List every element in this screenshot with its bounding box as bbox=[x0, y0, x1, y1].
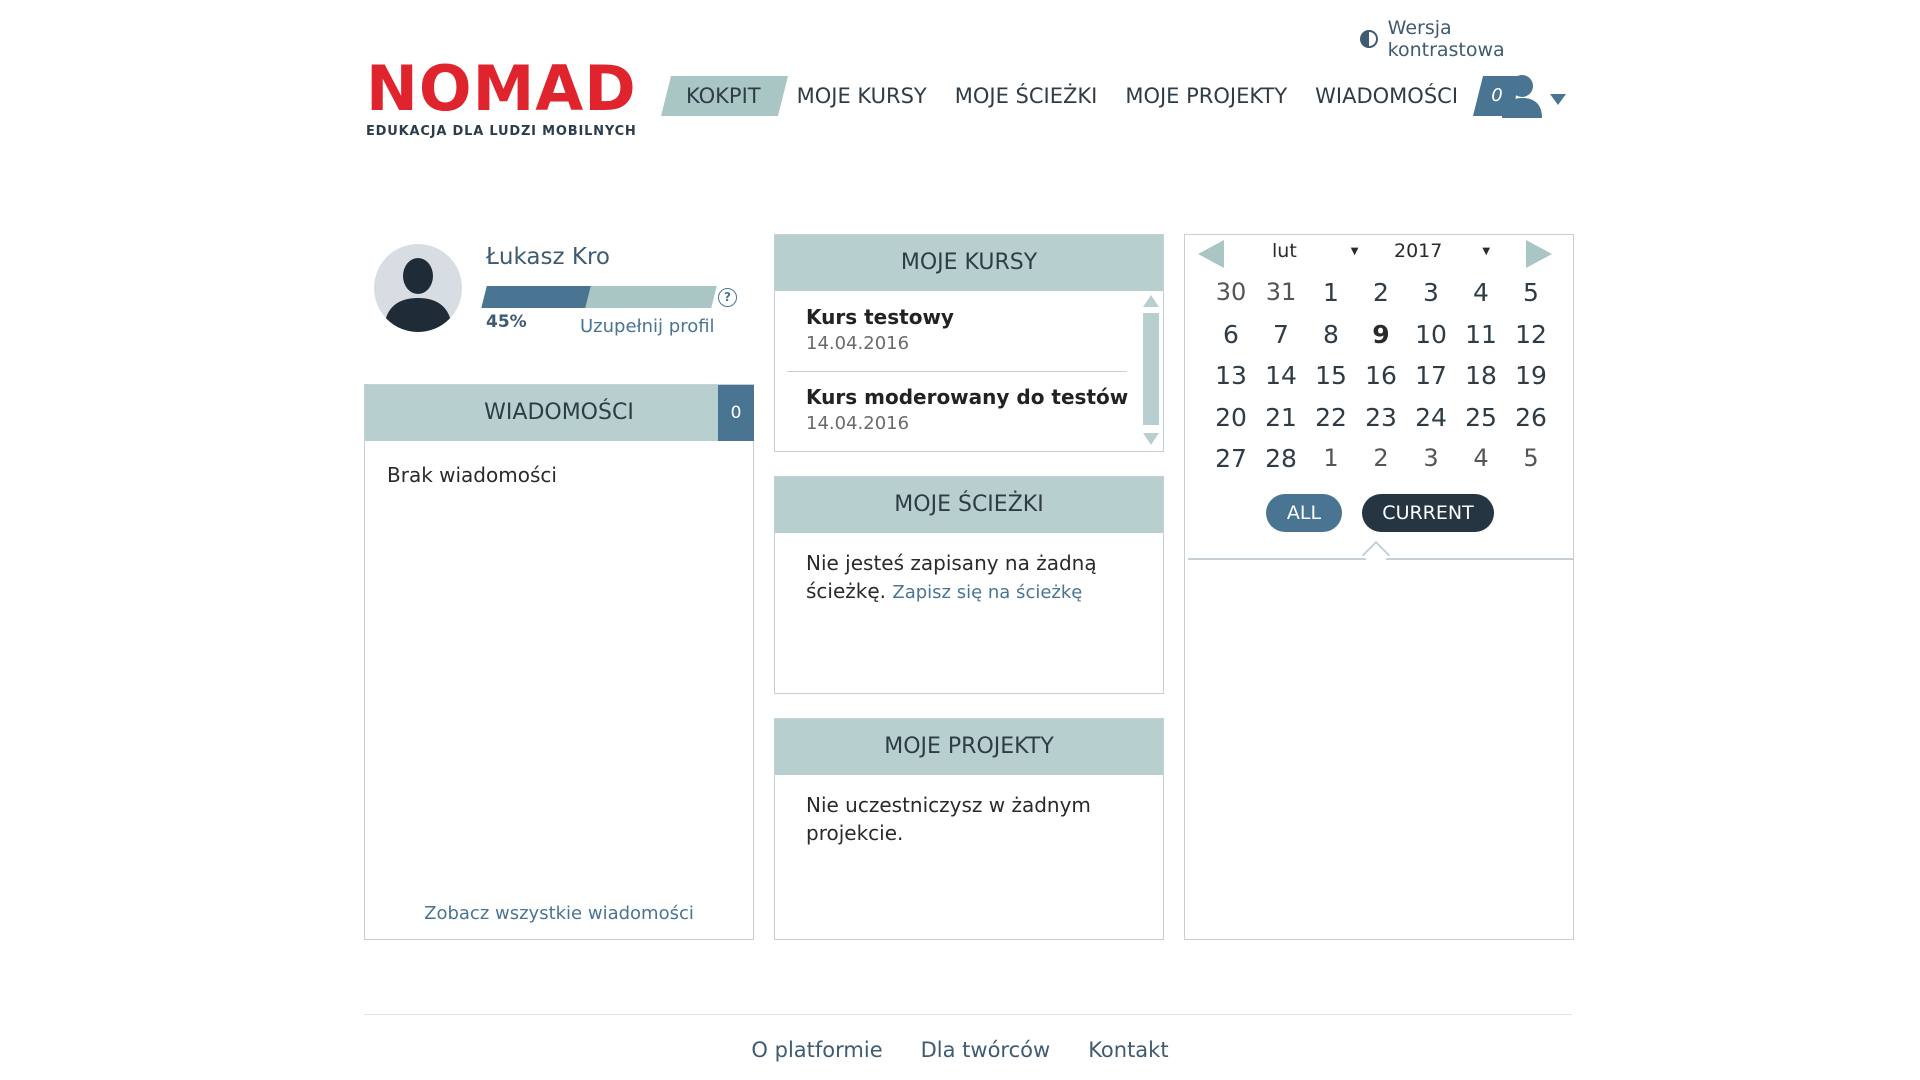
course-title: Kurs testowy bbox=[806, 305, 954, 329]
nav-item-moje-projekty[interactable]: MOJE PROJEKTY bbox=[1125, 84, 1288, 108]
contrast-toggle[interactable] bbox=[1360, 17, 1570, 61]
list-item[interactable] bbox=[806, 305, 1146, 354]
calendar-day[interactable]: 10 bbox=[1415, 319, 1447, 349]
calendar-day[interactable]: 19 bbox=[1515, 361, 1547, 390]
calendar-day[interactable]: 15 bbox=[1315, 361, 1347, 390]
year-select[interactable] bbox=[1394, 240, 1490, 262]
profile-progress-bar bbox=[484, 286, 714, 308]
footer-link-dla-tworcow[interactable]: Dla twórców bbox=[920, 1038, 1051, 1062]
calendar-day[interactable]: 6 bbox=[1223, 319, 1239, 349]
calendar-day[interactable]: 7 bbox=[1273, 319, 1289, 349]
course-date: 14.04.2016 bbox=[806, 413, 910, 434]
enroll-path-link[interactable]: Zapisz się na ścieżkę bbox=[892, 582, 1083, 603]
nav-item-kokpit[interactable]: KOKPIT bbox=[666, 74, 783, 118]
next-month-icon[interactable] bbox=[1526, 240, 1552, 268]
paths-panel bbox=[774, 476, 1164, 694]
calendar-day[interactable]: 26 bbox=[1515, 402, 1547, 432]
calendar-day[interactable]: 2 bbox=[1373, 278, 1389, 307]
chevron-down-icon: ▼ bbox=[1350, 245, 1359, 257]
month-value: lut bbox=[1272, 240, 1297, 262]
calendar-day[interactable]: 11 bbox=[1465, 319, 1497, 349]
footer-link-o-platformie[interactable]: O platformie bbox=[751, 1038, 883, 1062]
calendar-day[interactable]: 31 bbox=[1265, 278, 1297, 306]
calendar-day[interactable]: 5 bbox=[1523, 278, 1539, 307]
logo[interactable] bbox=[366, 52, 637, 139]
calendar-day[interactable]: 16 bbox=[1365, 361, 1397, 390]
courses-panel-header[interactable]: MOJE KURSY bbox=[775, 235, 1163, 291]
list-item[interactable] bbox=[806, 385, 1146, 434]
filter-current-button[interactable]: CURRENT bbox=[1362, 494, 1494, 532]
course-title: Kurs moderowany do testów bbox=[806, 385, 1129, 409]
course-divider bbox=[787, 371, 1127, 372]
calendar-day[interactable]: 12 bbox=[1515, 319, 1547, 349]
messages-panel-title: WIADOMOŚCI bbox=[484, 400, 634, 425]
profile-name[interactable]: Łukasz Kro bbox=[486, 244, 610, 270]
nav-item-moje-kursy[interactable]: MOJE KURSY bbox=[796, 84, 927, 108]
calendar-day[interactable]: 8 bbox=[1323, 319, 1339, 349]
month-select[interactable] bbox=[1272, 240, 1358, 262]
projects-empty-text: Nie uczestniczysz w żadnym projekcie. bbox=[806, 793, 1091, 845]
contrast-icon bbox=[1360, 30, 1378, 48]
chevron-down-icon: ▼ bbox=[1482, 245, 1491, 257]
avatar[interactable] bbox=[374, 244, 462, 332]
calendar-day[interactable]: 24 bbox=[1415, 402, 1447, 432]
courses-panel bbox=[774, 234, 1164, 452]
calendar-day[interactable]: 18 bbox=[1465, 361, 1497, 390]
calendar-day[interactable]: 22 bbox=[1315, 402, 1347, 432]
calendar-day[interactable]: 27 bbox=[1215, 444, 1247, 473]
calendar-day[interactable]: 9 bbox=[1356, 314, 1406, 356]
user-icon bbox=[1500, 72, 1544, 120]
calendar-day[interactable]: 20 bbox=[1215, 402, 1247, 432]
calendar-day[interactable]: 1 bbox=[1323, 444, 1339, 472]
logo-tagline: EDUKACJA DLA LUDZI MOBILNYCH bbox=[366, 124, 637, 139]
avatar-silhouette-icon bbox=[374, 244, 462, 332]
calendar-day[interactable]: 23 bbox=[1365, 402, 1397, 432]
courses-scrollbar[interactable] bbox=[1141, 295, 1159, 445]
help-icon[interactable]: ? bbox=[718, 288, 737, 307]
see-all-messages-link[interactable]: Zobacz wszystkie wiadomości bbox=[424, 903, 694, 924]
paths-empty-block bbox=[806, 549, 1146, 607]
scroll-up-icon[interactable] bbox=[1143, 295, 1159, 307]
messages-panel bbox=[364, 384, 754, 940]
nav-item-wiadomosci[interactable]: WIADOMOŚCI bbox=[1315, 84, 1459, 108]
calendar-day[interactable]: 2 bbox=[1373, 444, 1389, 472]
logo-word: NOMAD bbox=[366, 52, 637, 125]
calendar-day[interactable]: 5 bbox=[1523, 444, 1539, 472]
calendar-day[interactable]: 28 bbox=[1265, 444, 1297, 473]
calendar-day[interactable]: 3 bbox=[1423, 444, 1439, 472]
filter-all-button[interactable]: ALL bbox=[1266, 494, 1342, 532]
calendar-day[interactable]: 3 bbox=[1423, 278, 1439, 307]
calendar-day[interactable]: 17 bbox=[1415, 361, 1447, 390]
user-menu[interactable] bbox=[1500, 70, 1572, 122]
footer-link-kontakt[interactable]: Kontakt bbox=[1088, 1038, 1169, 1062]
prev-month-icon[interactable] bbox=[1198, 240, 1224, 268]
calendar-day[interactable]: 4 bbox=[1473, 278, 1489, 307]
calendar-day[interactable]: 21 bbox=[1265, 402, 1297, 432]
nav-item-moje-sciezki[interactable]: MOJE ŚCIEŻKI bbox=[954, 84, 1098, 108]
courses-list[interactable] bbox=[775, 291, 1163, 451]
calendar-day[interactable]: 1 bbox=[1323, 278, 1339, 307]
profile-progress-fill bbox=[481, 286, 590, 308]
complete-profile-link[interactable]: Uzupełnij profil bbox=[580, 316, 715, 337]
footer-divider bbox=[364, 1014, 1572, 1015]
projects-panel-header[interactable]: MOJE PROJEKTY bbox=[775, 719, 1163, 775]
messages-panel-header[interactable] bbox=[365, 385, 753, 441]
year-value: 2017 bbox=[1394, 240, 1443, 262]
calendar-day[interactable]: 13 bbox=[1215, 361, 1247, 390]
projects-panel bbox=[774, 718, 1164, 940]
scroll-down-icon[interactable] bbox=[1143, 433, 1159, 445]
calendar-day[interactable]: 4 bbox=[1473, 444, 1489, 472]
paths-panel-header[interactable]: MOJE ŚCIEŻKI bbox=[775, 477, 1163, 533]
messages-empty-text: Brak wiadomości bbox=[387, 463, 557, 487]
paths-empty-text: Nie jesteś zapisany na żadną ścieżkę. bbox=[806, 551, 1097, 603]
footer-links bbox=[0, 1038, 1920, 1062]
profile-progress-percent: 45% bbox=[486, 312, 527, 332]
messages-count-badge: 0 bbox=[718, 385, 754, 441]
calendar-day[interactable]: 30 bbox=[1215, 278, 1247, 306]
chevron-down-icon bbox=[1550, 94, 1566, 105]
calendar-day[interactable]: 14 bbox=[1265, 361, 1297, 390]
calendar-grid bbox=[1206, 272, 1566, 480]
main-nav bbox=[666, 74, 1516, 118]
calendar-day[interactable]: 25 bbox=[1465, 402, 1497, 432]
course-date: 14.04.2016 bbox=[806, 333, 910, 354]
messages-badge[interactable]: 0 bbox=[1478, 76, 1516, 116]
contrast-label: Wersja kontrastowa bbox=[1387, 17, 1505, 61]
scroll-thumb[interactable] bbox=[1143, 313, 1159, 425]
